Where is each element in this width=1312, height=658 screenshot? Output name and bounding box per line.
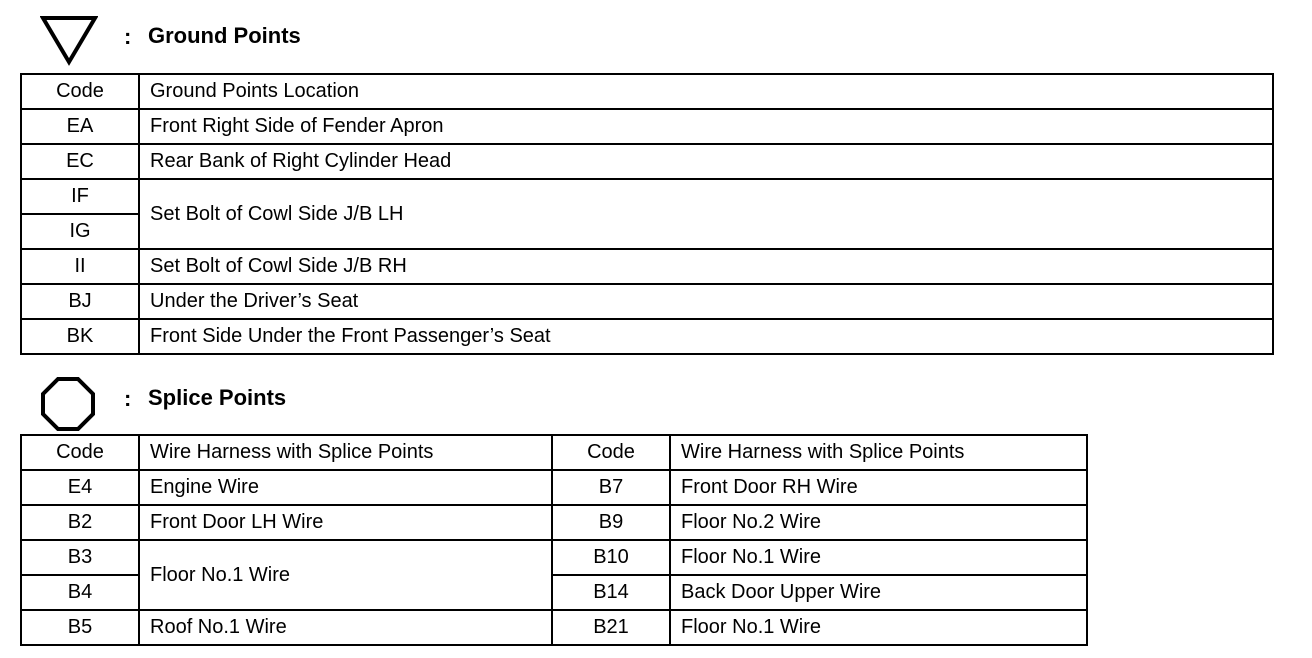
- row-location: Front Side Under the Front Passenger’s Seat: [139, 319, 1273, 354]
- left-harness: Front Door LH Wire: [139, 505, 552, 540]
- right-harness: Floor No.2 Wire: [670, 505, 1087, 540]
- row-code: EA: [21, 109, 139, 144]
- right-code: B7: [552, 470, 670, 505]
- left-code: E4: [21, 470, 139, 505]
- header-code-right: Code: [552, 435, 670, 470]
- table-row: [21, 284, 1273, 319]
- table-row: [21, 540, 1087, 575]
- table-header-row: [21, 74, 1273, 109]
- row-code: EC: [21, 144, 139, 179]
- ground-colon: :: [124, 24, 132, 49]
- left-code: B3: [21, 540, 139, 575]
- right-harness: Front Door RH Wire: [670, 470, 1087, 505]
- right-harness: Floor No.1 Wire: [670, 540, 1087, 575]
- ground-points-header: [0, 10, 700, 70]
- table-row: [21, 249, 1273, 284]
- ground-triangle-icon: [40, 14, 98, 66]
- row-location: Set Bolt of Cowl Side J/B LH: [139, 179, 1273, 249]
- header-harness-left: Wire Harness with Splice Points: [139, 435, 552, 470]
- table-header-row: [21, 435, 1087, 470]
- row-code: BJ: [21, 284, 139, 319]
- left-harness: Floor No.1 Wire: [139, 540, 552, 610]
- left-code: B5: [21, 610, 139, 645]
- splice-colon: :: [124, 386, 132, 411]
- left-harness: Engine Wire: [139, 470, 552, 505]
- right-code: B21: [552, 610, 670, 645]
- right-code: B10: [552, 540, 670, 575]
- right-harness: Back Door Upper Wire: [670, 575, 1087, 610]
- table-row: [21, 610, 1087, 645]
- row-location: Rear Bank of Right Cylinder Head: [139, 144, 1273, 179]
- right-harness: Floor No.1 Wire: [670, 610, 1087, 645]
- left-code: B4: [21, 575, 139, 610]
- splice-points-header: [0, 372, 700, 432]
- left-code: B2: [21, 505, 139, 540]
- row-code: II: [21, 249, 139, 284]
- splice-points-title: Splice Points: [148, 385, 287, 410]
- table-row: [21, 470, 1087, 505]
- row-code: BK: [21, 319, 139, 354]
- header-location: Ground Points Location: [139, 74, 1273, 109]
- row-location: Set Bolt of Cowl Side J/B RH: [139, 249, 1273, 284]
- ground-points-table: [20, 73, 1274, 355]
- row-location: Front Right Side of Fender Apron: [139, 109, 1273, 144]
- table-row: [21, 109, 1273, 144]
- row-code: IG: [21, 214, 139, 249]
- header-harness-right: Wire Harness with Splice Points: [670, 435, 1087, 470]
- splice-octagon-icon: [40, 376, 96, 432]
- table-row: [21, 179, 1273, 214]
- right-code: B14: [552, 575, 670, 610]
- row-code: IF: [21, 179, 139, 214]
- table-row: [21, 505, 1087, 540]
- left-harness: Roof No.1 Wire: [139, 610, 552, 645]
- header-code-left: Code: [21, 435, 139, 470]
- ground-points-title: Ground Points: [148, 23, 301, 48]
- splice-points-table: [20, 434, 1088, 646]
- right-code: B9: [552, 505, 670, 540]
- row-location: Under the Driver’s Seat: [139, 284, 1273, 319]
- table-row: [21, 144, 1273, 179]
- header-code: Code: [21, 74, 139, 109]
- table-row: [21, 319, 1273, 354]
